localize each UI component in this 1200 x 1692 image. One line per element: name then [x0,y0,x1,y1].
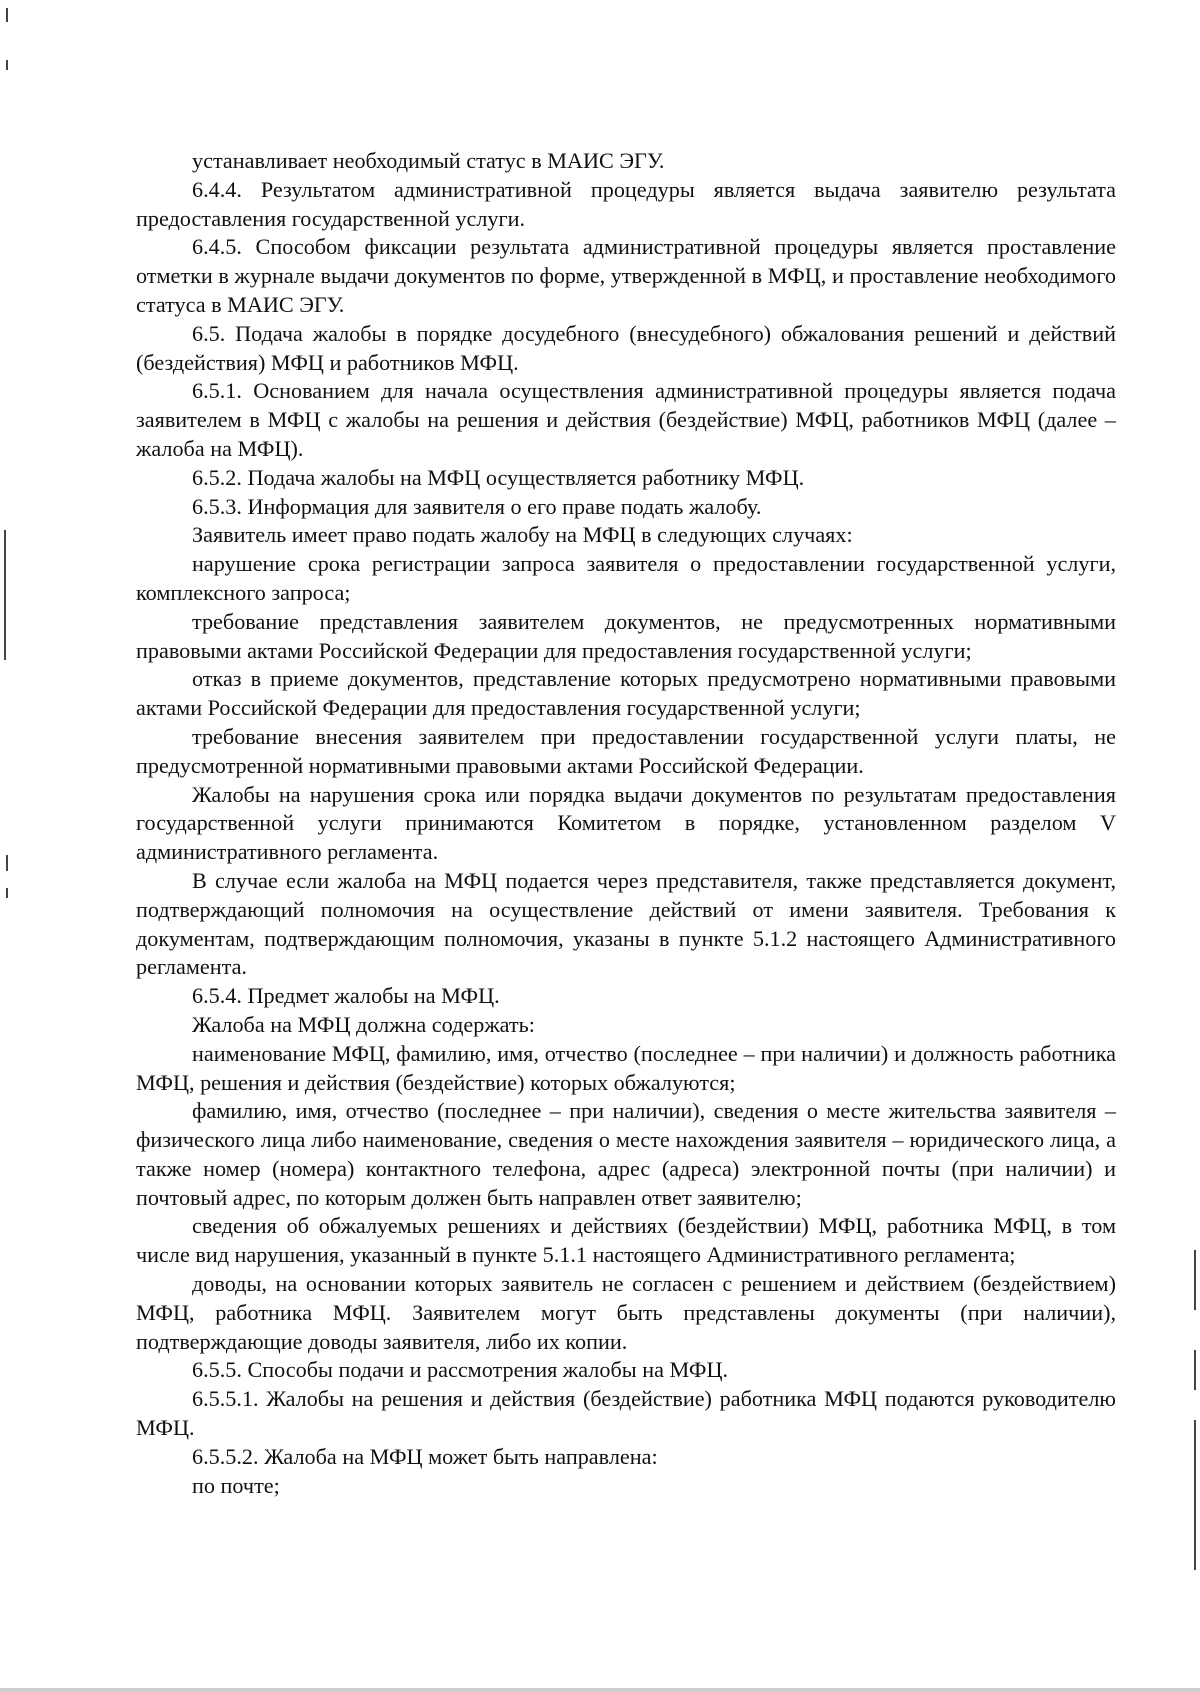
paragraph: Заявитель имеет право подать жалобу на МФЦ в следующих случаях: [192,522,853,548]
paragraph: фамилию, имя, отчество (последнее – при наличии), сведения о месте жительства заявителя – физического лица либо наименование, сведения о месте нахождения заявителя – юридического лица, а также номер (номера) контактного телефона, адрес (адреса) электронной почты (при наличии) и почтовый адрес, по которым должен быть направлен ответ заявителю; [136,1098,1116,1210]
scan-artifact [1194,1250,1196,1310]
paragraph: 6.4.4. Результатом административной процедуры является выдача заявителю результата предоставления государственной услуги. [136,176,1116,231]
paragraph: требование внесения заявителем при предоставлении государственной услуги платы, не предусмотренной нормативными правовыми актами Российской Федерации. [136,723,1116,778]
paragraph: Жалоба на МФЦ должна содержать: [192,1011,535,1037]
paragraph: 6.5.4. Предмет жалобы на МФЦ. [192,983,500,1009]
paragraph: 6.5.5.1. Жалобы на решения и действия (бездействие) работника МФЦ подаются руководителю МФЦ. [136,1386,1116,1441]
paragraph: 6.5.5. Способы подачи и рассмотрения жалобы на МФЦ. [192,1357,729,1383]
scan-artifact [1194,1420,1196,1570]
paragraph: В случае если жалоба на МФЦ подается через представителя, также представляется документ, подтверждающий полномочия на осуществление действий от имени заявителя. Требования к документам, подтверждающим полномочия, указаны в пункте 5.1.2 настоящего Административного регламента. [136,867,1116,980]
paragraph: доводы, на основании которых заявитель не согласен с решением и действием (бездействием) МФЦ, работника МФЦ. Заявителем могут быть представлены документы (при наличии), подтверждающие доводы заявителя, либо их копии. [136,1271,1116,1354]
paragraph: устанавливает необходимый статус в МАИС ЭГУ. [192,148,665,173]
paragraph: 6.5.3. Информация для заявителя о его праве подать жалобу. [192,493,762,519]
paragraph: отказ в приеме документов, представление которых предусмотрено нормативными правовыми актами Российской Федерации для предоставления государственной услуги; [136,666,1116,721]
paragraph: по почте; [192,1472,280,1498]
paragraph: Жалобы на нарушения срока или порядка выдачи документов по результатам предоставления государственной услуги принимаются Комитетом в порядке, установленном разделом V административного регламента. [136,781,1116,865]
paragraph: нарушение срока регистрации запроса заявителя о предоставлении государственной услуги, комплексного запроса; [136,551,1116,605]
scan-artifact [6,888,8,898]
scan-artifact [6,8,8,22]
document-body [136,147,1116,1500]
paragraph: сведения об обжалуемых решениях и действиях (бездействии) МФЦ, работника МФЦ, в том числе вид нарушения, указанный в пункте 5.1.1 настоящего Административного регламента; [136,1213,1116,1268]
scan-artifact [4,530,6,660]
paragraph: наименование МФЦ, фамилию, имя, отчество (последнее – при наличии) и должность работника МФЦ, решения и действия (бездействие) которых обжалуются; [136,1040,1116,1095]
paragraph: 6.4.5. Способом фиксации результата административной процедуры является проставление отметки в журнале выдачи документов по форме, утвержденной в МФЦ, и проставление необходимого статуса в МАИС ЭГУ. [136,234,1116,317]
scan-artifact [6,855,8,871]
paragraph: требование представления заявителем документов, не предусмотренных нормативными правовыми актами Российской Федерации для предоставления государственной услуги; [136,608,1116,663]
paragraph: 6.5.5.2. Жалоба на МФЦ может быть направлена: [192,1443,658,1469]
scan-artifact [6,60,8,70]
paragraph: 6.5. Подача жалобы в порядке досудебного (внесудебного) обжалования решений и действий (бездействия) МФЦ и работников МФЦ. [136,320,1116,375]
scan-artifact [1194,1350,1196,1390]
paragraph: 6.5.2. Подача жалобы на МФЦ осуществляется работнику МФЦ. [192,464,805,490]
paragraph: 6.5.1. Основанием для начала осуществления административной процедуры является подача заявителем в МФЦ с жалобы на решения и действия (бездействие) МФЦ, работников МФЦ (далее – жалоба на МФЦ). [136,378,1116,461]
page-bottom-edge [0,1688,1200,1692]
